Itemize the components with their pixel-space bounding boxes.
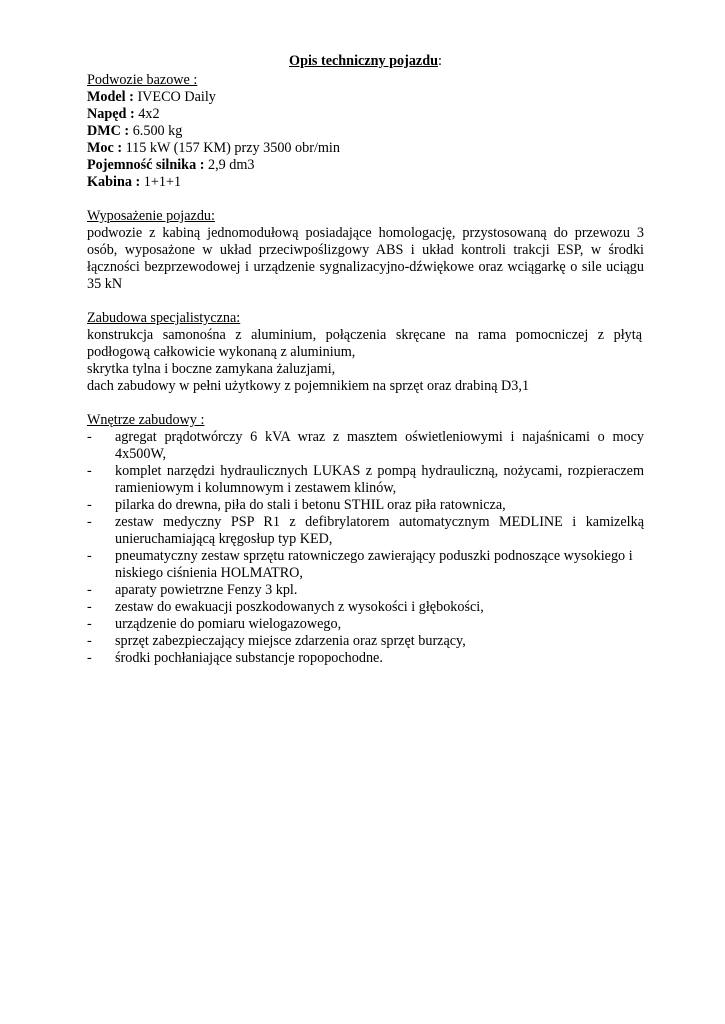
equipment-text: podwozie z kabiną jednomodułową posiadające homologację, przystosowaną do przewozu 3 osób, wyposażone w układ przeciwpoślizgowy ABS i układ kontroli trakcji ESP, w środki łączności bezprzewodowej i urządzenie sygnalizacyjno-dźwiękowe oraz wciągarkę o sile uciągu 35 kN	[87, 225, 644, 292]
chassis-row-engine	[87, 157, 644, 174]
chassis-value: 1+1+1	[140, 174, 182, 190]
chassis-row-drive	[87, 106, 644, 123]
list-item-text: pneumatyczny zestaw sprzętu ratowniczego zawierający poduszki podnoszące wysokiego i niskiego ciśnienia HOLMATRO,	[115, 548, 633, 581]
chassis-row-cabin	[87, 174, 644, 191]
dash-bullet: -	[87, 599, 92, 615]
equipment-heading: Wyposażenie pojazdu:	[87, 208, 215, 224]
list-item	[87, 582, 644, 599]
document-title	[87, 53, 644, 70]
list-item-text: zestaw medyczny PSP R1 z defibrylatorem automatycznym MEDLINE i kamizelką unieruchamiającą kręgosłup typ KED,	[115, 514, 644, 547]
list-item-text: sprzęt zabezpieczający miejsce zdarzenia oraz sprzęt burzący,	[115, 633, 466, 649]
list-item-text: komplet narzędzi hydraulicznych LUKAS z pompą hydrauliczną, nożycami, rozpieraczem ramieniowym i kolumnowym i zestawem klinów,	[115, 463, 644, 496]
list-item	[87, 633, 644, 650]
chassis-label: Model :	[87, 89, 134, 105]
list-item-text: pilarka do drewna, piła do stali i betonu STHIL oraz piła ratownicza,	[115, 497, 506, 513]
dash-bullet: -	[87, 514, 92, 530]
list-item-text: zestaw do ewakuacji poszkodowanych z wysokości i głębokości,	[115, 599, 484, 615]
dash-bullet: -	[87, 463, 92, 479]
equipment-section	[87, 208, 644, 293]
document-page	[87, 53, 644, 667]
list-item-text: urządzenie do pomiaru wielogazowego,	[115, 616, 342, 632]
chassis-value: IVECO Daily	[133, 89, 216, 105]
chassis-label: Kabina :	[87, 174, 141, 190]
body-heading: Zabudowa specjalistyczna:	[87, 310, 241, 326]
list-item	[87, 650, 644, 667]
chassis-row-dmc	[87, 123, 644, 140]
list-item	[87, 599, 644, 616]
interior-section	[87, 412, 644, 667]
document-title-colon: :	[438, 53, 442, 69]
list-item	[87, 429, 644, 463]
dash-bullet: -	[87, 497, 92, 513]
body-line: dach zabudowy w pełni użytkowy z pojemnikiem na sprzęt oraz drabiną D3,1	[87, 378, 530, 394]
dash-bullet: -	[87, 582, 92, 598]
list-item-text: agregat prądotwórczy 6 kVA wraz z masztem oświetleniowymi i najaśnicami o mocy 4x500W,	[115, 429, 644, 462]
list-item	[87, 497, 644, 514]
dash-bullet: -	[87, 616, 92, 632]
dash-bullet: -	[87, 429, 92, 445]
body-line: skrytka tylna i boczne zamykana żaluzjami,	[87, 361, 336, 377]
chassis-value: 115 kW (157 KM) przy 3500 obr/min	[122, 140, 340, 156]
chassis-value: 2,9 dm3	[204, 157, 255, 173]
chassis-label: Moc :	[87, 140, 123, 156]
chassis-value: 4x2	[134, 106, 160, 122]
list-item-text: środki pochłaniające substancje ropopochodne.	[115, 650, 383, 666]
dash-bullet: -	[87, 633, 92, 649]
document-title-text: Opis techniczny pojazdu	[289, 53, 439, 69]
interior-list	[87, 429, 644, 667]
list-item	[87, 514, 644, 548]
chassis-value: 6.500 kg	[129, 123, 183, 139]
chassis-label: DMC :	[87, 123, 130, 139]
chassis-row-model	[87, 89, 644, 106]
dash-bullet: -	[87, 548, 92, 564]
interior-heading: Wnętrze zabudowy :	[87, 412, 205, 428]
list-item	[87, 463, 644, 497]
chassis-label: Napęd :	[87, 106, 135, 122]
list-item	[87, 548, 644, 582]
chassis-section	[87, 72, 644, 191]
list-item-text: aparaty powietrzne Fenzy 3 kpl.	[115, 582, 298, 598]
body-section	[87, 310, 644, 395]
list-item	[87, 616, 644, 633]
chassis-label: Pojemność silnika :	[87, 157, 205, 173]
chassis-heading: Podwozie bazowe :	[87, 72, 198, 88]
chassis-row-power	[87, 140, 644, 157]
dash-bullet: -	[87, 650, 92, 666]
body-line: konstrukcja samonośna z aluminium, połączenia skręcane na rama pomocniczej z płytą podłogową całkowicie wykonaną z aluminium,	[87, 327, 642, 360]
